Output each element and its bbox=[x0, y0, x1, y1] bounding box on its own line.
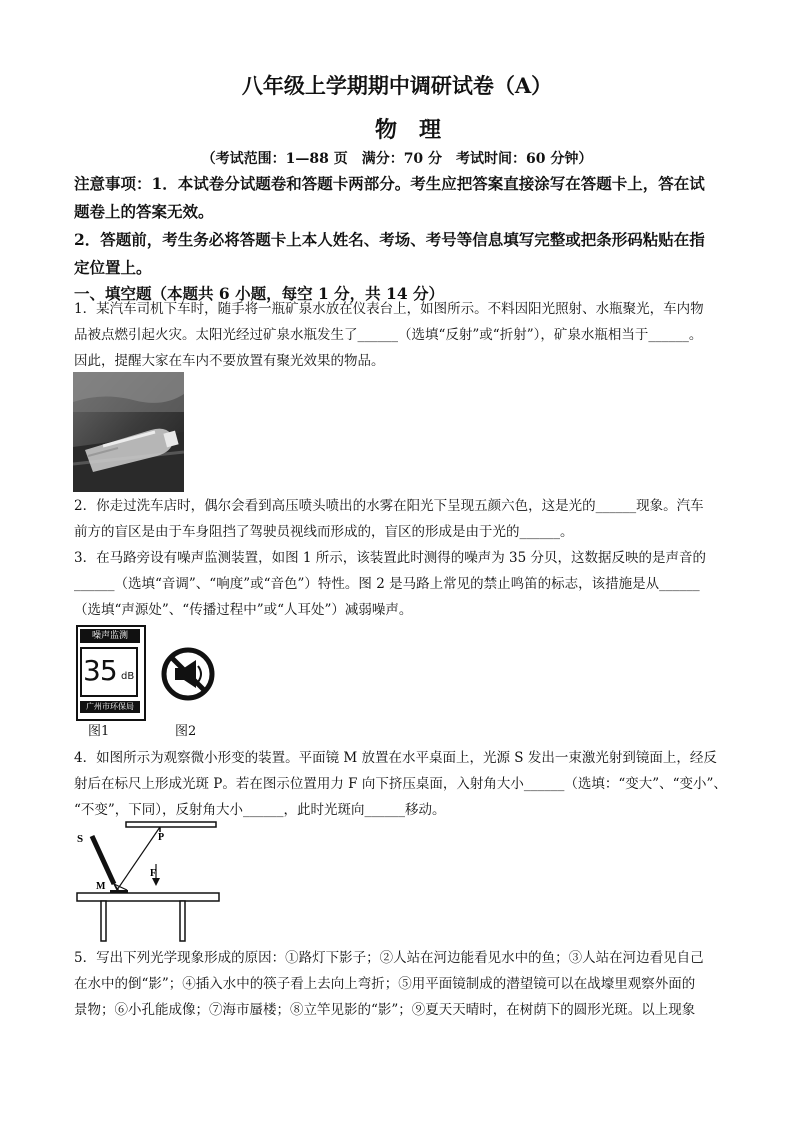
exam-info: （考试范围：1—88 页 满分：70 分 考试时间：60 分钟） bbox=[201, 151, 593, 167]
bottle-photo bbox=[73, 372, 184, 492]
question-line: 1．某汽车司机下车时，随手将一瓶矿泉水放在仪表台上，如图所示。不料因阳光照射、水瓶聚光，车内物 bbox=[74, 301, 704, 317]
question-1 bbox=[74, 296, 724, 374]
section-heading: 一、填空题（本题共 6 小题，每空 1 分，共 14 分） bbox=[74, 284, 445, 303]
noise-meter-figure bbox=[76, 625, 146, 721]
question-3 bbox=[74, 545, 724, 623]
no-horn-icon bbox=[160, 646, 216, 702]
notice-line: 题卷上的答案无效。 bbox=[74, 202, 214, 221]
question-line: ______（选填“音调”、“响度”或“音色”）特性。图 2 是马路上常见的禁止鸣笛的标志，该措施是从______ bbox=[74, 576, 700, 592]
question-line: “不变”，下同），反射角大小______，此时光斑向______移动。 bbox=[74, 802, 446, 818]
question-4 bbox=[74, 745, 727, 823]
subject-title: 物理 bbox=[374, 117, 463, 143]
notice-line: 注意事项：1．本试卷分试题卷和答题卡两部分。考生应把答案直接涂写在答题卡上，答在试 bbox=[74, 174, 705, 193]
question-line: （选填“声源处”、“传播过程中”或“人耳处”）减弱噪声。 bbox=[74, 602, 413, 618]
label-s: S bbox=[77, 833, 84, 845]
label-p: P bbox=[158, 832, 165, 843]
figure-caption: 图2 bbox=[175, 724, 197, 739]
question-line: 3．在马路旁设有噪声监测装置，如图 1 所示，该装置此时测得的噪声为 35 分贝，这数据反映的是声音的 bbox=[74, 550, 707, 566]
notice-line: 2．答题前，考生务必将答题卡上本人姓名、考场、考号等信息填写完整或把条形码粘贴在指 bbox=[74, 230, 705, 249]
question-line: 景物；⑥小孔能成像；⑦海市蜃楼；⑧立竿见影的“影”；⑨夏天天晴时，在树荫下的圆形光斑。以上现象 bbox=[74, 1002, 696, 1018]
exam-title: 八年级上学期期中调研试卷（A） bbox=[241, 73, 553, 98]
label-f: F bbox=[150, 868, 157, 879]
question-line: 4．如图所示为观察微小形变的装置。平面镜 M 放置在水平桌面上，光源 S 发出一束激光射到镜面上，经反 bbox=[74, 750, 717, 766]
question-line: 5．写出下列光学现象形成的原因：①路灯下影子；②人站在河边能看见水中的鱼；③人站在河边看见自己 bbox=[74, 950, 704, 966]
figure-caption: 图1 bbox=[88, 724, 110, 739]
notice-block bbox=[74, 170, 724, 282]
question-line: 在水中的倒“影”；④插入水中的筷子看上去向上弯折；⑤用平面镜制成的潜望镜可以在战壕里观察外面的 bbox=[74, 976, 696, 992]
question-line: 因此，提醒大家在车内不要放置有聚光效果的物品。 bbox=[74, 353, 385, 369]
noise-meter-value: 35 bbox=[83, 654, 117, 687]
noise-meter-header: 噪声监测 bbox=[80, 629, 140, 643]
label-m: M bbox=[96, 881, 106, 892]
noise-meter-unit: dB bbox=[121, 671, 135, 682]
question-line: 品被点燃引起火灾。太阳光经过矿泉水瓶发生了______（选填“反射”或“折射”），矿泉水瓶相当于______。 bbox=[74, 327, 703, 343]
question-5 bbox=[74, 945, 724, 1023]
mirror-apparatus-figure bbox=[72, 818, 222, 943]
question-line: 前方的盲区是由于车身阻挡了驾驶员视线而形成的，盲区的形成是由于光的______。 bbox=[74, 524, 574, 540]
question-line: 射后在标尺上形成光斑 P。若在图示位置用力 F 向下挤压桌面，入射角大小______（选填：“变大”、“变小”、 bbox=[74, 776, 727, 792]
noise-meter-footer: 广州市环保局 bbox=[80, 701, 140, 713]
question-line: 2．你走过洗车店时，偶尔会看到高压喷头喷出的水雾在阳光下呈现五颜六色，这是光的______现象。汽车 bbox=[74, 498, 704, 514]
notice-line: 定位置上。 bbox=[74, 258, 152, 277]
question-2 bbox=[74, 493, 724, 545]
